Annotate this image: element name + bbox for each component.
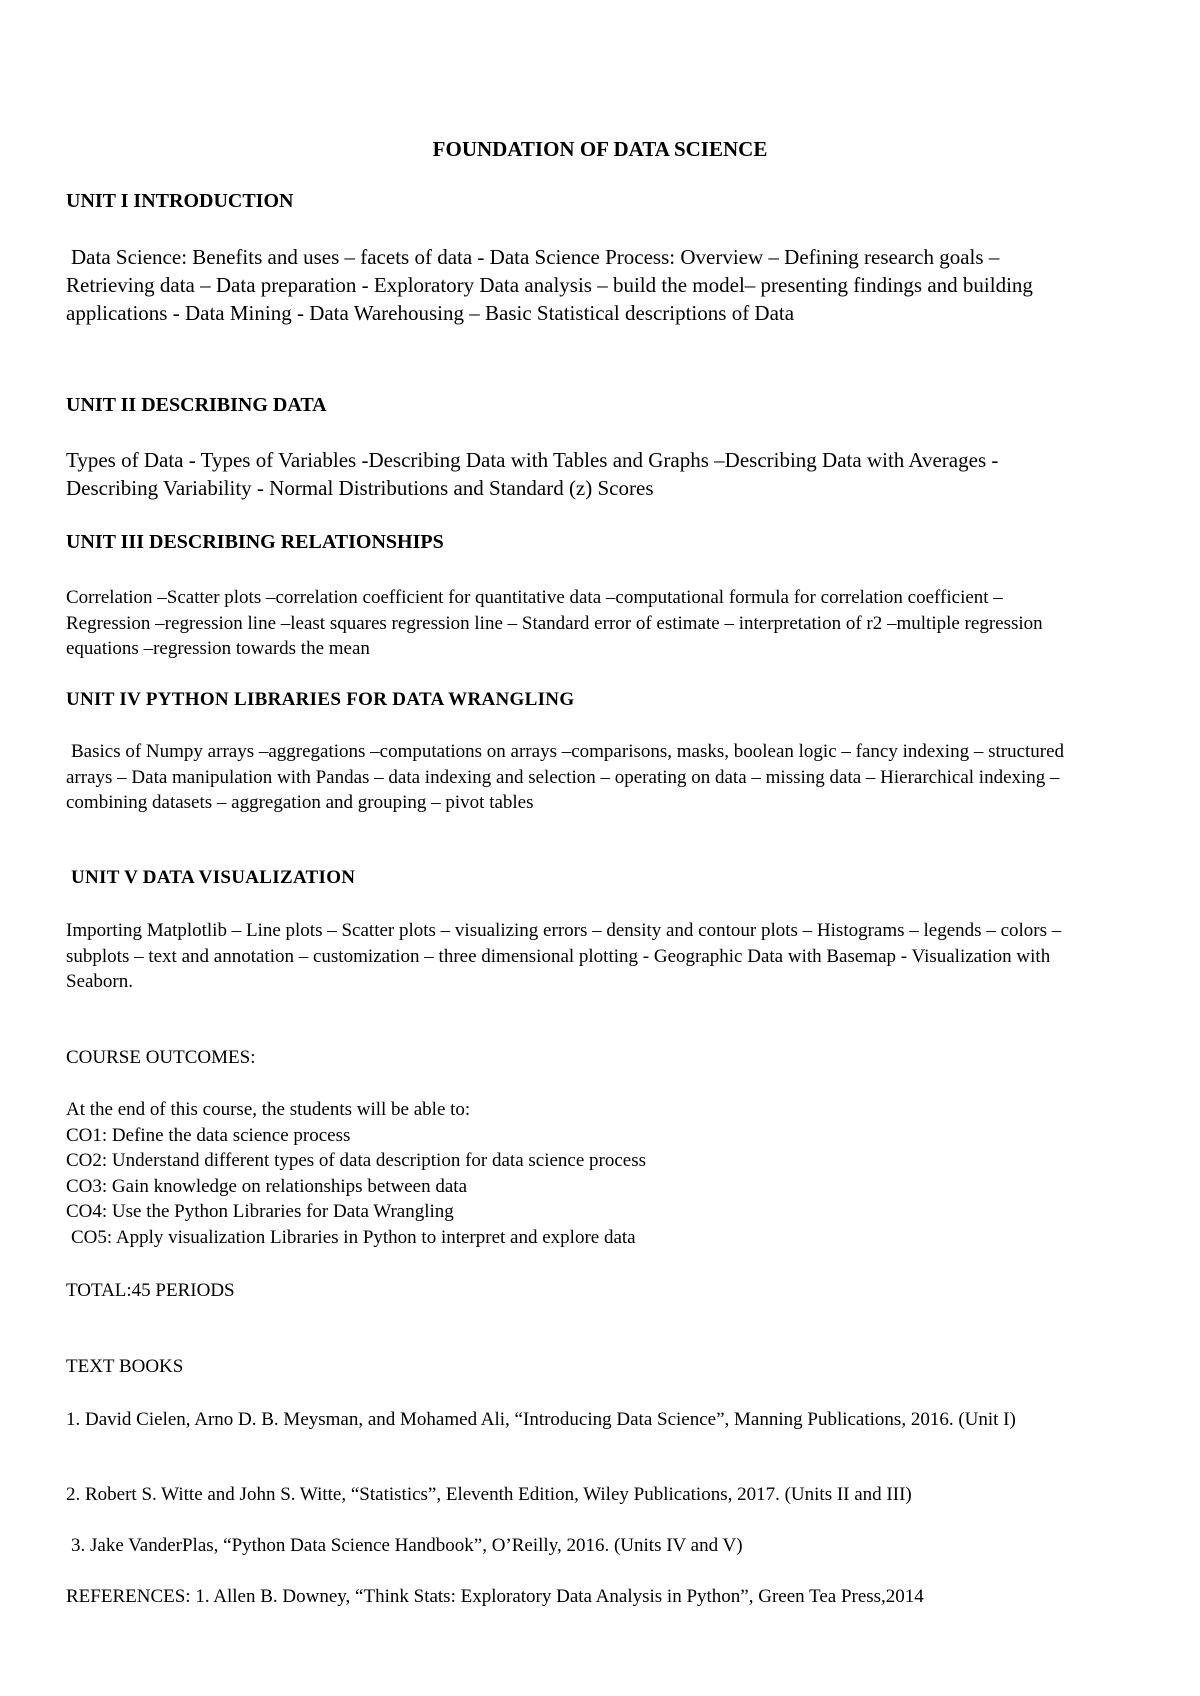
unit-1-body-text: Data Science: Benefits and uses – facets of data - Data Science Process: Overview – Defining research goals – Retrieving data – Data preparation - Exploratory Data analysis – build the model– presenting findings and building applications - Data Mining - Data Warehousing – Basic Statistical descriptions of Data	[66, 245, 1033, 325]
text-books-heading: TEXT BOOKS	[66, 1356, 184, 1377]
unit-5-heading: UNIT V DATA VISUALIZATION	[71, 867, 356, 888]
text-book-item: 2. Robert S. Witte and John S. Witte, “Statistics”, Eleventh Edition, Wiley Publications, 2017. (Units II and III)	[66, 1484, 912, 1505]
course-outcome-item: CO4: Use the Python Libraries for Data Wrangling	[66, 1201, 454, 1222]
unit-4-body-text: Basics of Numpy arrays –aggregations –computations on arrays –comparisons, masks, boolean logic – fancy indexing – structured arrays – Data manipulation with Pandas – data indexing and selection – operating on data – missing data – Hierarchical indexing – combining datasets – aggregation and grouping – pivot tables	[66, 741, 1065, 813]
unit-2-heading: UNIT II DESCRIBING DATA	[66, 394, 327, 416]
references: REFERENCES: 1. Allen B. Downey, “Think Stats: Exploratory Data Analysis in Python”, Green Tea Press,2014	[66, 1586, 924, 1607]
course-outcome-item: CO2: Understand different types of data description for data science process	[66, 1150, 647, 1171]
course-outcome-item: CO1: Define the data science process	[66, 1124, 351, 1146]
unit-5-body: Importing Matplotlib – Line plots – Scatter plots – visualizing errors – density and contour plots – Histograms – legends – colors – subplots – text and annotation – customization – three dimensional plotting - Geographic Data with Basemap - Visualization with Seaborn.	[66, 920, 1062, 992]
text-book-item: 1. David Cielen, Arno D. B. Meysman, and Mohamed Ali, “Introducing Data Science”, Manning Publications, 2016. (Unit I)	[66, 1409, 1016, 1430]
unit-3-heading: UNIT III DESCRIBING RELATIONSHIPS	[66, 531, 444, 553]
course-outcome-item: CO5: Apply visualization Libraries in Python to interpret and explore data	[71, 1226, 636, 1248]
unit-4-body	[66, 739, 1086, 816]
course-outcome-item: CO3: Gain knowledge on relationships between data	[66, 1175, 468, 1197]
unit-1-heading: UNIT I INTRODUCTION	[66, 190, 294, 212]
unit-1-body	[66, 243, 1086, 327]
text-book-item: 3. Jake VanderPlas, “Python Data Science Handbook”, O’Reilly, 2016. (Units IV and V)	[71, 1535, 743, 1556]
course-outcomes-list	[66, 1097, 646, 1250]
unit-3-body: Correlation –Scatter plots –correlation coefficient for quantitative data –computational formula for correlation coefficient – Regression –regression line –least squares regression line – Standard error of estimate – interpretation of r2 –multiple regression equations –regression towards the mean	[66, 587, 1043, 659]
unit-4-heading: UNIT IV PYTHON LIBRARIES FOR DATA WRANGLING	[66, 689, 575, 710]
page-title: FOUNDATION OF DATA SCIENCE	[432, 137, 768, 161]
course-outcomes-intro: At the end of this course, the students will be able to:	[66, 1099, 471, 1120]
course-outcomes-heading: COURSE OUTCOMES:	[66, 1047, 256, 1068]
total-periods: TOTAL:45 PERIODS	[66, 1280, 235, 1301]
unit-2-body: Types of Data - Types of Variables -Describing Data with Tables and Graphs –Describing Data with Averages - Describing Variability - Normal Distributions and Standard (z) Scores	[66, 448, 999, 500]
